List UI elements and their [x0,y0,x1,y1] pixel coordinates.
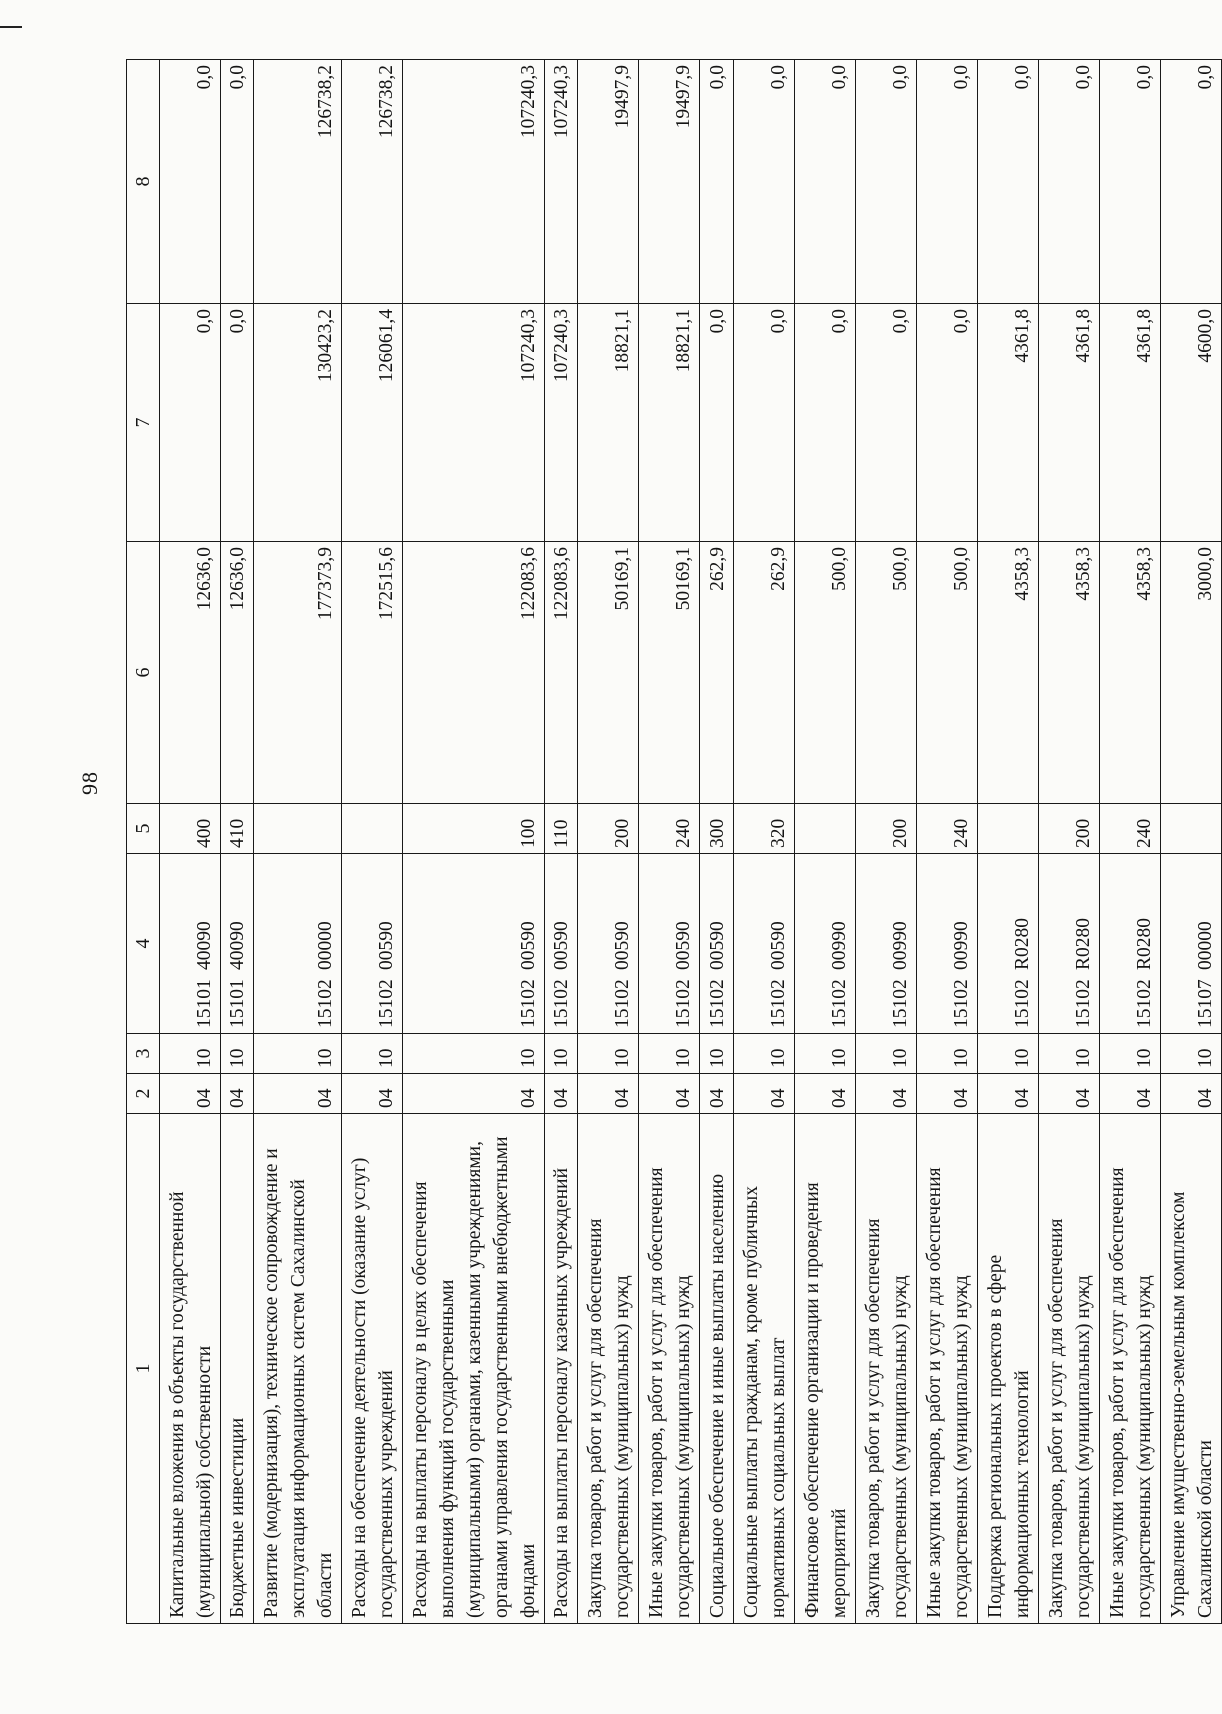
section-code-cell: 04 [794,1074,855,1114]
expense-type-cell [977,804,1038,854]
amount-col7-cell: 107240,3 [544,304,578,542]
section-code-cell: 04 [341,1074,402,1114]
expense-type-cell: 320 [733,804,794,854]
target-article-part1: 15102 [551,979,573,1028]
amount-col8-cell: 19497,9 [578,60,639,304]
target-article-part2: 00590 [673,921,695,970]
target-article-cell [544,854,578,1034]
section-code-cell: 04 [1038,1074,1099,1114]
target-article-cell [1160,854,1221,1034]
section-code-cell: 04 [639,1074,700,1114]
target-article-part2: 00590 [375,921,397,970]
amount-col8-cell: 0,0 [700,60,734,304]
section-code-cell: 04 [1099,1074,1160,1114]
amount-col8-cell: 107240,3 [402,60,544,304]
table-row [1038,60,1099,1624]
amount-col8-cell: 126738,2 [254,60,341,304]
table-row [977,60,1038,1624]
subsection-code-cell: 10 [341,1034,402,1074]
subsection-code-cell: 10 [639,1034,700,1074]
target-article-part1: 15102 [706,979,728,1028]
row-name-cell: Социальные выплаты гражданам, кроме публичных нормативных социальных выплат [733,1114,794,1624]
target-article-part1: 15102 [828,979,850,1028]
target-article-part2: 00990 [889,921,911,970]
expense-type-cell: 410 [220,804,254,854]
target-article-cell [916,854,977,1034]
expense-type-cell: 240 [1099,804,1160,854]
row-name-cell: Финансовое обеспечение организации и проведения мероприятий [794,1114,855,1624]
section-code-cell: 04 [1160,1074,1221,1114]
amount-col7-cell: 4361,8 [1038,304,1099,542]
table-row [544,60,578,1624]
amount-col6-cell: 50169,1 [578,542,639,804]
target-article-part1: 15102 [1011,979,1033,1028]
amount-col6-cell: 12636,0 [159,542,220,804]
table-row [855,60,916,1624]
expense-type-cell: 110 [544,804,578,854]
table-row [578,60,639,1624]
amount-col7-cell: 0,0 [220,304,254,542]
table-row [402,60,544,1624]
amount-col6-cell: 4358,3 [1099,542,1160,804]
subsection-code-cell: 10 [402,1034,544,1074]
amount-col8-cell: 0,0 [220,60,254,304]
table-row [1160,60,1221,1624]
budget-table [126,59,1222,1624]
target-article-cell [220,854,254,1034]
table-row [916,60,977,1624]
target-article-part2: 40090 [227,921,249,970]
target-article-part2: 00590 [612,921,634,970]
target-article-cell [1038,854,1099,1034]
subsection-code-cell: 10 [794,1034,855,1074]
amount-col7-cell: 126061,4 [341,304,402,542]
target-article-cell [578,854,639,1034]
table-row [220,60,254,1624]
subsection-code-cell: 10 [916,1034,977,1074]
amount-col6-cell: 3000,0 [1160,542,1221,804]
amount-col8-cell: 107240,3 [544,60,578,304]
row-name-cell: Развитие (модернизация), техническое сопровождение и эксплуатация информационных систем Сахалинской области [254,1114,341,1624]
expense-type-cell: 100 [402,804,544,854]
amount-col6-cell: 4358,3 [1038,542,1099,804]
target-article-part2: R0280 [1011,917,1033,970]
target-article-cell [1099,854,1160,1034]
target-article-part2: 00990 [828,921,850,970]
target-article-cell [639,854,700,1034]
header-col-7: 7 [127,304,160,542]
subsection-code-cell: 10 [254,1034,341,1074]
header-col-5: 5 [127,804,160,854]
subsection-code-cell: 10 [733,1034,794,1074]
amount-col6-cell: 122083,6 [544,542,578,804]
amount-col8-cell: 0,0 [855,60,916,304]
row-name-cell: Бюджетные инвестиции [220,1114,254,1624]
amount-col6-cell: 500,0 [855,542,916,804]
amount-col8-cell: 0,0 [916,60,977,304]
subsection-code-cell: 10 [1099,1034,1160,1074]
target-article-part1: 15102 [950,979,972,1028]
target-article-part2: 00000 [1195,921,1216,970]
amount-col7-cell: 0,0 [794,304,855,542]
amount-col6-cell: 50169,1 [639,542,700,804]
expense-type-cell [1160,804,1221,854]
section-code-cell: 04 [544,1074,578,1114]
subsection-code-cell: 10 [855,1034,916,1074]
page-edge-mark [0,26,22,28]
table-header-row [127,60,160,1624]
amount-col8-cell: 0,0 [159,60,220,304]
row-name-cell: Закупка товаров, работ и услуг для обеспечения государственных (муниципальных) нужд [1038,1114,1099,1624]
expense-type-cell: 240 [916,804,977,854]
page-number: 98 [77,771,102,795]
target-article-part2: R0280 [1072,917,1094,970]
target-article-cell [977,854,1038,1034]
target-article-part1: 15101 [193,979,215,1028]
header-col-8: 8 [127,60,160,304]
rotated-table-wrapper [126,60,1222,1624]
amount-col7-cell: 107240,3 [402,304,544,542]
expense-type-cell: 200 [1038,804,1099,854]
target-article-cell [794,854,855,1034]
amount-col6-cell: 500,0 [916,542,977,804]
table-row [639,60,700,1624]
row-name-cell: Иные закупки товаров, работ и услуг для обеспечения государственных (муниципальных) нужд [639,1114,700,1624]
table-row [254,60,341,1624]
section-code-cell: 04 [733,1074,794,1114]
row-name-cell: Расходы на выплаты персоналу в целях обеспечения выполнения функций государственными (муниципальными) органами, казенными учреждениями, органами управления государственными внебюджетными фондами [402,1114,544,1624]
target-article-part2: 40090 [193,921,215,970]
section-code-cell: 04 [159,1074,220,1114]
amount-col6-cell: 12636,0 [220,542,254,804]
amount-col8-cell: 0,0 [1160,60,1221,304]
subsection-code-cell: 10 [544,1034,578,1074]
target-article-cell [855,854,916,1034]
section-code-cell: 04 [916,1074,977,1114]
header-col-1: 1 [127,1114,160,1624]
amount-col8-cell: 19497,9 [639,60,700,304]
section-code-cell: 04 [977,1074,1038,1114]
expense-type-cell: 200 [578,804,639,854]
amount-col7-cell: 0,0 [700,304,734,542]
row-name-cell: Расходы на выплаты персоналу казенных учреждений [544,1114,578,1624]
target-article-part1: 15102 [1133,979,1155,1028]
amount-col8-cell: 0,0 [977,60,1038,304]
subsection-code-cell: 10 [700,1034,734,1074]
amount-col8-cell: 0,0 [794,60,855,304]
target-article-part2: 00590 [517,921,539,970]
amount-col6-cell: 177373,9 [254,542,341,804]
target-article-part2: 00590 [767,921,789,970]
table-row [341,60,402,1624]
section-code-cell: 04 [700,1074,734,1114]
header-col-6: 6 [127,542,160,804]
target-article-part2: 00590 [551,921,573,970]
target-article-part1: 15102 [1072,979,1094,1028]
subsection-code-cell: 10 [977,1034,1038,1074]
subsection-code-cell: 10 [220,1034,254,1074]
row-name-cell: Иные закупки товаров, работ и услуг для обеспечения государственных (муниципальных) нужд [1099,1114,1160,1624]
section-code-cell: 04 [220,1074,254,1114]
amount-col7-cell: 130423,2 [254,304,341,542]
target-article-part2: 00000 [314,921,336,970]
subsection-code-cell: 10 [1038,1034,1099,1074]
row-name-cell: Расходы на обеспечение деятельности (оказание услуг) государственных учреждений [341,1114,402,1624]
section-code-cell: 04 [855,1074,916,1114]
amount-col7-cell: 0,0 [733,304,794,542]
header-col-2: 2 [127,1074,160,1114]
section-code-cell: 04 [254,1074,341,1114]
target-article-part1: 15102 [612,979,634,1028]
amount-col7-cell: 0,0 [855,304,916,542]
subsection-code-cell: 10 [1160,1034,1221,1074]
table-sheet [126,60,1222,1624]
target-article-part1: 15102 [889,979,911,1028]
amount-col7-cell: 18821,1 [578,304,639,542]
amount-col6-cell: 122083,6 [402,542,544,804]
amount-col6-cell: 262,9 [733,542,794,804]
table-body [127,60,1222,1624]
target-article-part1: 15107 [1195,979,1216,1028]
subsection-code-cell: 10 [159,1034,220,1074]
expense-type-cell: 400 [159,804,220,854]
target-article-part1: 15102 [375,979,397,1028]
amount-col7-cell: 4361,8 [977,304,1038,542]
target-article-part1: 15101 [227,979,249,1028]
row-name-cell: Иные закупки товаров, работ и услуг для обеспечения государственных (муниципальных) нужд [916,1114,977,1624]
amount-col8-cell: 126738,2 [341,60,402,304]
table-row [733,60,794,1624]
amount-col8-cell: 0,0 [1038,60,1099,304]
row-name-cell: Капитальные вложения в объекты государственной (муниципальной) собственности [159,1114,220,1624]
table-row [700,60,734,1624]
table-row [794,60,855,1624]
target-article-part1: 15102 [767,979,789,1028]
amount-col8-cell: 0,0 [1099,60,1160,304]
target-article-cell [254,854,341,1034]
expense-type-cell [794,804,855,854]
header-col-4: 4 [127,854,160,1034]
target-article-cell [733,854,794,1034]
row-name-cell: Закупка товаров, работ и услуг для обеспечения государственных (муниципальных) нужд [855,1114,916,1624]
expense-type-cell: 240 [639,804,700,854]
amount-col7-cell: 4361,8 [1099,304,1160,542]
target-article-cell [700,854,734,1034]
amount-col7-cell: 4600,0 [1160,304,1221,542]
amount-col7-cell: 0,0 [159,304,220,542]
amount-col8-cell: 0,0 [733,60,794,304]
amount-col7-cell: 0,0 [916,304,977,542]
table-row [1099,60,1160,1624]
amount-col6-cell: 172515,6 [341,542,402,804]
expense-type-cell [254,804,341,854]
table-row [159,60,220,1624]
target-article-part2: 00990 [950,921,972,970]
amount-col6-cell: 262,9 [700,542,734,804]
row-name-cell: Поддержка региональных проектов в сфере информационных технологий [977,1114,1038,1624]
target-article-part1: 15102 [517,979,539,1028]
target-article-part2: 00590 [706,921,728,970]
amount-col6-cell: 500,0 [794,542,855,804]
subsection-code-cell: 10 [578,1034,639,1074]
row-name-cell: Социальное обеспечение и иные выплаты населению [700,1114,734,1624]
target-article-cell [341,854,402,1034]
expense-type-cell: 200 [855,804,916,854]
target-article-cell [402,854,544,1034]
row-name-cell: Закупка товаров, работ и услуг для обеспечения государственных (муниципальных) нужд [578,1114,639,1624]
amount-col6-cell: 4358,3 [977,542,1038,804]
section-code-cell: 04 [578,1074,639,1114]
target-article-cell [159,854,220,1034]
header-col-3: 3 [127,1034,160,1074]
expense-type-cell [341,804,402,854]
row-name-cell: Управление имущественно-земельным комплексом Сахалинской области [1160,1114,1221,1624]
section-code-cell: 04 [402,1074,544,1114]
amount-col7-cell: 18821,1 [639,304,700,542]
expense-type-cell: 300 [700,804,734,854]
target-article-part1: 15102 [673,979,695,1028]
target-article-part1: 15102 [314,979,336,1028]
target-article-part2: R0280 [1133,917,1155,970]
